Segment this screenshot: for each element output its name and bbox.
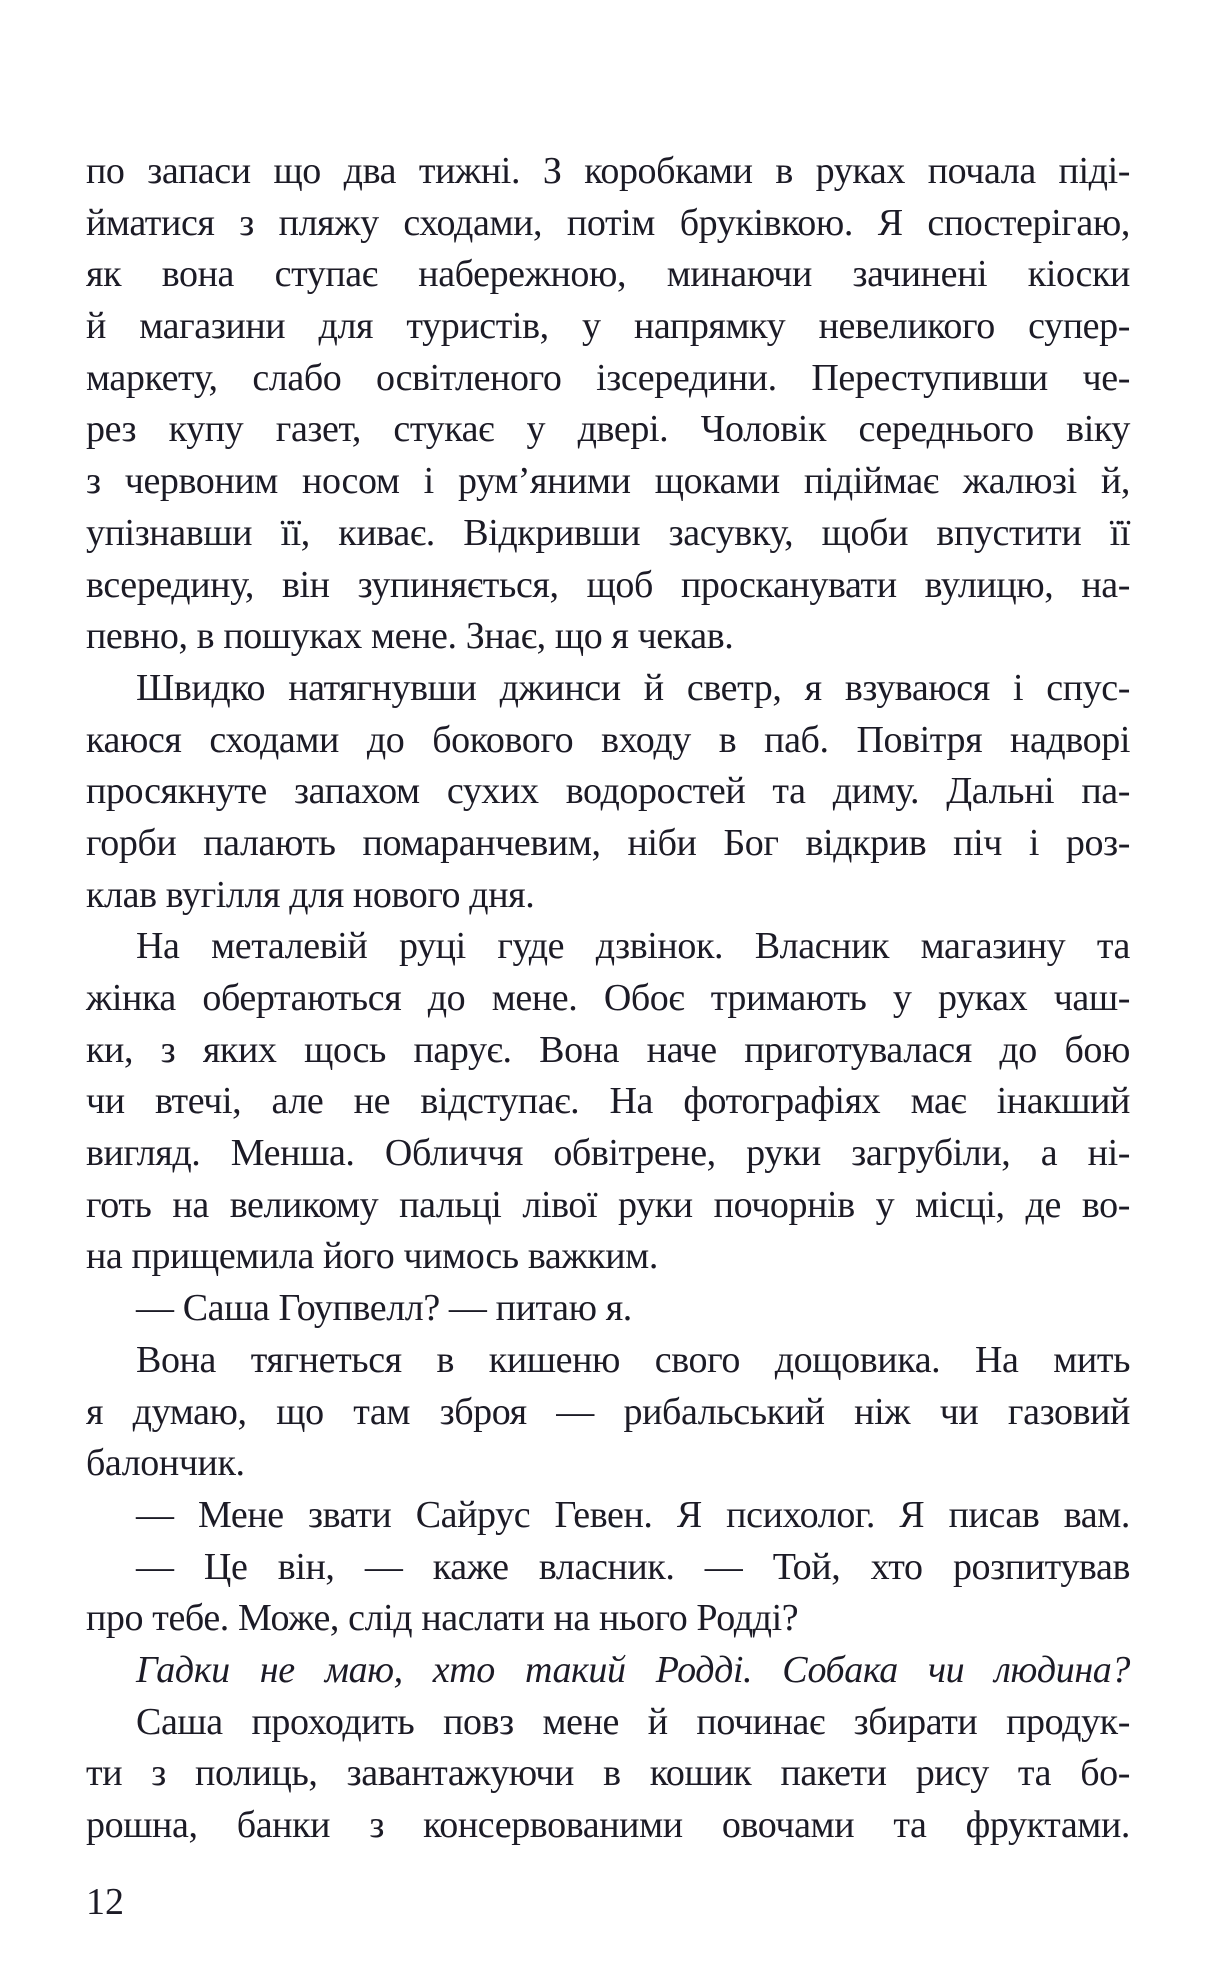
text-line: каюся сходами до бокового входу в паб. Повітря надворі — [86, 718, 1130, 761]
text-line: йматися з пляжу сходами, потім бруківкою. Я спостерігаю, — [86, 201, 1130, 244]
text-line: ти з полиць, завантажуючи в кошик пакети рису та бо- — [86, 1752, 1130, 1795]
text-line: як вона ступає набережною, минаючи зачинені кіоски — [86, 253, 1130, 296]
text-line: Саша проходить повз мене й починає збирати продук- — [136, 1700, 1130, 1743]
text-line: на прищемила його чимось важким. — [86, 1235, 658, 1278]
text-line: з червоним носом і рум’яними щоками підіймає жалюзі й, — [86, 460, 1130, 503]
text-line: — Мене звати Сайрус Гевен. Я психолог. Я писав вам. — [136, 1493, 1130, 1536]
text-line: Вона тягнеться в кишеню свого дощовика. На мить — [136, 1338, 1130, 1381]
page-number: 12 — [86, 1881, 124, 1923]
text-line: я думаю, що там зброя — рибальський ніж чи газовий — [86, 1390, 1130, 1433]
text-line: рез купу газет, стукає у двері. Чоловік середнього віку — [86, 408, 1130, 451]
text-line: — Саша Гоупвелл? — питаю я. — [136, 1287, 632, 1330]
text-line: ки, з яких щось парує. Вона наче приготувалася до бою — [86, 1028, 1130, 1071]
text-line: певно, в пошуках мене. Знає, що я чекав. — [86, 615, 734, 658]
text-line: балончик. — [86, 1442, 245, 1485]
text-line: маркету, слабо освітленого ізсередини. Переступивши че- — [86, 356, 1130, 399]
text-line: горби палають помаранчевим, ніби Бог відкрив піч і роз- — [86, 821, 1130, 864]
text-line: й магазини для туристів, у напрямку невеликого супер- — [86, 305, 1130, 348]
text-line: всередину, він зупиняється, щоб просканувати вулицю, на- — [86, 563, 1130, 606]
text-line: просякнуте запахом сухих водоростей та диму. Дальні па- — [86, 770, 1130, 813]
text-line: — Це він, — каже власник. — Той, хто розпитував — [136, 1545, 1130, 1588]
text-line: жінка обертаються до мене. Обоє тримають у руках чаш- — [86, 977, 1130, 1019]
text-line: чи втечі, але не відступає. На фотографіях має інакший — [86, 1080, 1130, 1123]
book-page-text — [86, 146, 1130, 1852]
text-line: вигляд. Менша. Обличчя обвітрене, руки загрубіли, а ні- — [86, 1132, 1130, 1175]
text-line: На металевій руці гуде дзвінок. Власник магазину та — [136, 925, 1130, 968]
text-line: готь на великому пальці лівої руки почорнів у місці, де во- — [86, 1183, 1130, 1226]
text-line: по запаси що два тижні. З коробками в руках почала піді- — [86, 150, 1130, 192]
text-line: рошна, банки з консервованими овочами та фруктами. — [86, 1804, 1130, 1846]
text-line: Гадки не маю, хто такий Родді. Собака чи людина? — [136, 1648, 1130, 1691]
text-line: Швидко натягнувши джинси й светр, я взуваюся і спус- — [136, 666, 1130, 709]
text-line: упізнавши її, киває. Відкривши засувку, щоби впустити її — [86, 511, 1130, 554]
text-line: клав вугілля для нового дня. — [86, 873, 535, 916]
text-line: про тебе. Може, слід наслати на нього Родді? — [86, 1597, 799, 1640]
